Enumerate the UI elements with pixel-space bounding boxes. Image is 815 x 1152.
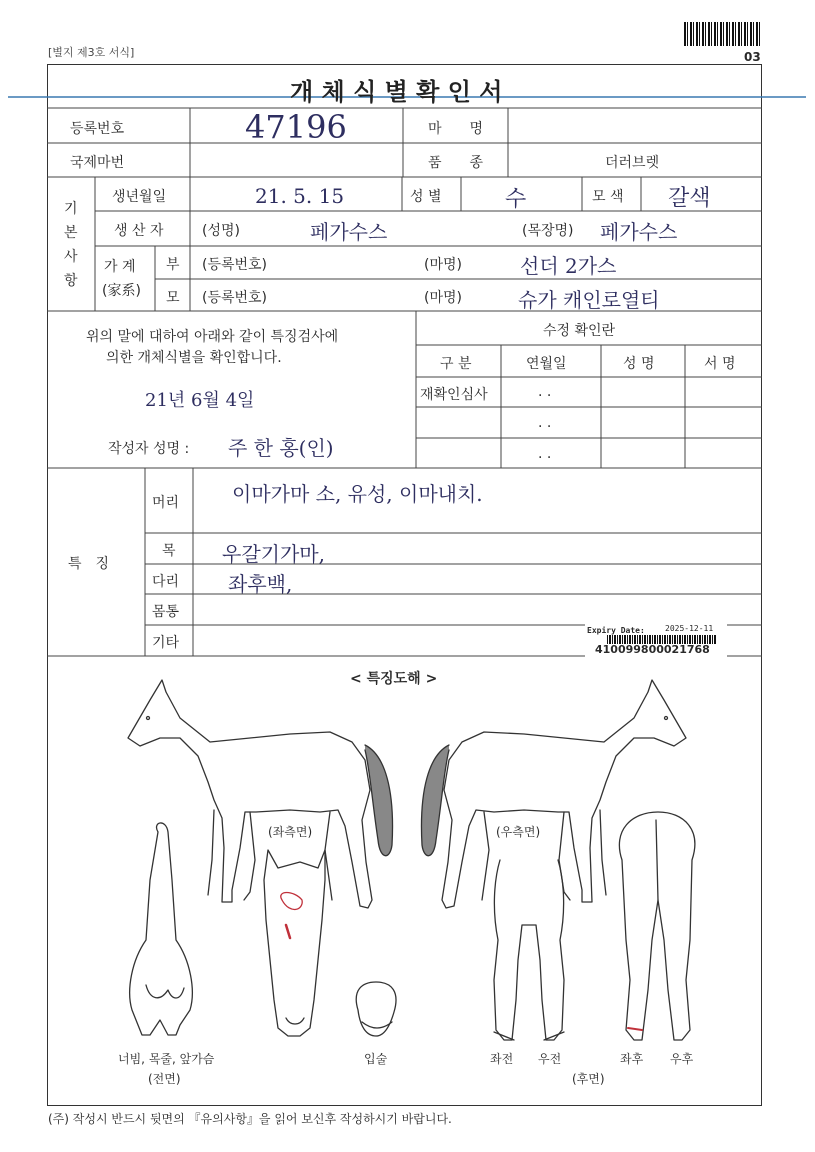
footnote: (주) 작성시 반드시 뒷면의 『유의사항』을 읽어 보신후 작성하시기 바랍니다. [48,1112,452,1126]
correction-header-date: 연월일 [526,356,567,372]
correction-title: 수정 확인란 [543,323,616,339]
breed-label: 품 종 [428,155,484,171]
head-value: 이마가마 소, 유성, 이마내치. [232,482,483,506]
leg-label: 다리 [152,574,180,590]
correction-row-1-date: . . [538,384,552,400]
expiry-date: 2025-12-11 [665,624,714,633]
right-side-label: (우측면) [496,825,541,839]
confirm-date: 21년 6월 4일 [145,390,255,411]
front-view-horse [130,823,193,1035]
sire-regno-sub-label: (등록번호) [202,257,268,273]
writer-value: 주 한 홍(인) [228,436,334,460]
breeder-name-sub-label: (성명) [202,223,240,239]
dam-name: 슈가 캐인로열티 [518,288,660,312]
hind-left-label: 좌후 [620,1052,644,1066]
neck-label: 목 [162,543,176,559]
lips-label: 입술 [364,1052,388,1066]
confirm-text-line1: 위의 말에 대하여 아래와 같이 특징검사에 [86,329,339,345]
rear-legs-view [619,812,694,1040]
diagram-title: < 특징도해 > [350,671,438,687]
basic-section-label-4: 항 [64,273,78,289]
expiry-label: Expiry Date: [587,626,645,635]
color-value: 갈색 [668,186,711,211]
front-right-label: 우전 [538,1052,562,1066]
right-side-horse [421,680,686,908]
breeder-label: 생 산 자 [114,223,164,239]
basic-section-label-2: 본 [64,225,78,241]
basic-section-label-1: 기 [64,201,78,217]
sex-label: 성 별 [410,189,442,205]
horse-name-label: 마 명 [428,121,484,137]
sire-horsename-sub-label: (마명) [424,257,462,273]
body-label: 몸통 [152,604,180,620]
head-label: 머리 [152,495,180,511]
page-code: 03 [744,50,761,64]
color-label: 모 색 [592,189,624,205]
sire-label: 부 [166,257,180,273]
sire-name: 선더 2가스 [520,254,617,278]
farm-name: 페가수스 [600,220,678,244]
sex-value: 수 [505,187,527,212]
breeder-name: 페가수스 [310,220,388,244]
form-label: [별지 제3호 서식] [48,46,135,59]
hind-right-label: 우후 [670,1052,694,1066]
features-section-label: 특 징 [68,556,110,572]
breed-value: 더러브렛 [605,155,660,171]
front-legs-view [494,860,564,1040]
reg-no-label: 등록번호 [70,121,125,137]
intl-no-label: 국제마번 [70,155,125,171]
writer-label: 작성자 성명 : [108,441,190,457]
front-label: (전면) [148,1072,181,1086]
reg-no-value: 47196 [245,108,347,146]
basic-section-label-3: 사 [64,249,78,265]
left-side-label: (좌측면) [268,825,313,839]
correction-header-type: 구 분 [440,356,472,372]
leg-value: 좌후백, [228,572,293,596]
left-side-horse [128,680,393,908]
front-left-label: 좌전 [490,1052,514,1066]
rear-label: (후면) [572,1072,605,1086]
correction-row-1-type: 재확인심사 [420,387,488,403]
front-caption: 너빔, 목줄, 앞가슴 [118,1052,215,1066]
correction-row-3-date: . . [538,446,552,462]
correction-header-name: 성 명 [623,356,655,372]
lineage-label: 가 계 [104,259,136,275]
farm-sub-label: (목장명) [522,223,574,239]
dam-horsename-sub-label: (마명) [424,290,462,306]
sticker-code: 410099800021768 [595,643,710,656]
birth-value: 21. 5. 15 [255,184,345,208]
correction-row-2-date: . . [538,415,552,431]
head-front-view [264,850,325,1036]
birth-label: 생년월일 [112,189,167,205]
neck-value: 우갈기가마, [222,542,325,566]
etc-label: 기타 [152,635,180,651]
correction-header-sign: 서 명 [704,356,736,372]
dam-regno-sub-label: (등록번호) [202,290,268,306]
confirm-text-line2: 의한 개체식별을 확인합니다. [106,350,282,366]
document-title: 개 체 식 별 확 인 서 [290,78,503,106]
lineage-hanja: (家系) [102,283,141,299]
lips-view [356,982,396,1036]
dam-label: 모 [166,290,180,306]
